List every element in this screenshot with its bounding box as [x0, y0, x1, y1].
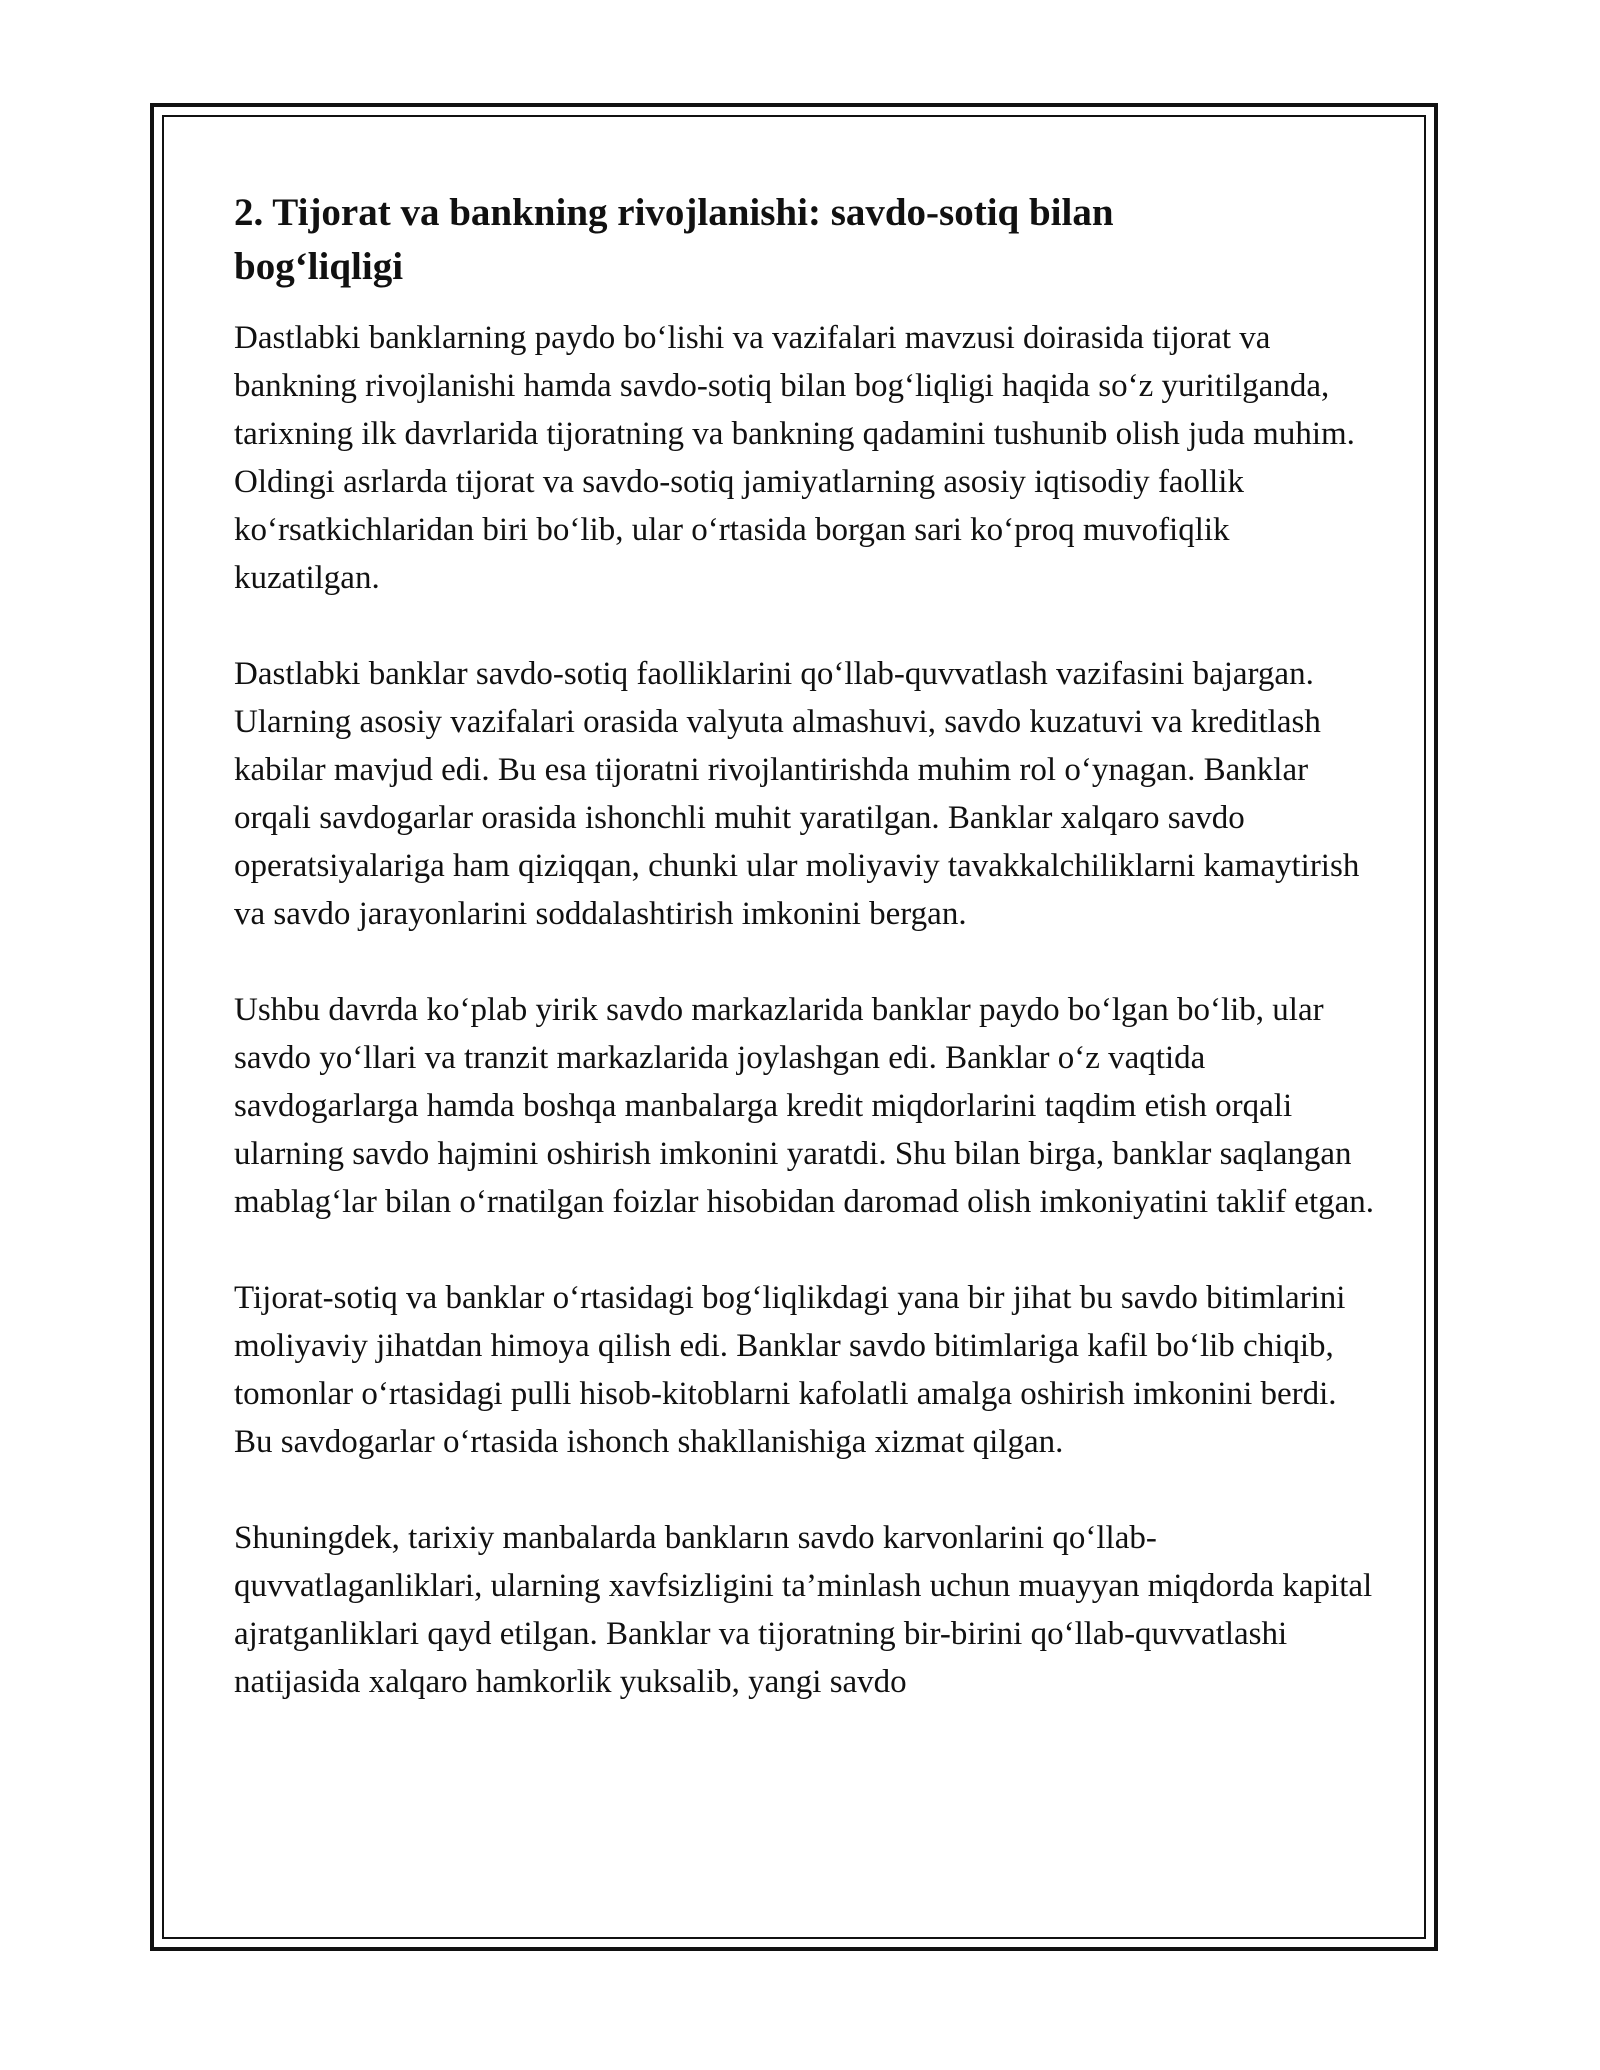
paragraph-3: Ushbu davrda ko‘plab yirik savdo markazlarida banklar paydo bo‘lgan bo‘lib, ular savdo yo‘llari va tranzit markazlarida joylashgan edi. Banklar o‘z vaqtida savdogarlarga hamda boshqa manbalarga kredit miqdorlarini taqdim etish orqali ularning savdo hajmini oshirish imkonini yaratdi. Shu bilan birga, banklar saqlangan mablag‘lar bilan o‘rnatilgan foizlar hisobidan daromad olish imkoniyatini taklif etgan.	[234, 992, 1375, 1220]
paragraph-2: Dastlabki banklar savdo-sotiq faolliklarini qo‘llab-quvvatlash vazifasini bajargan. Ularning asosiy vazifalari orasida valyuta almashuvi, savdo kuzatuvi va kreditlash kabilar mavjud edi. Bu esa tijoratni rivojlantirishda muhim rol o‘ynagan. Banklar orqali savdogarlar orasida ishonchli muhit yaratilgan. Banklar xalqaro savdo operatsiyalariga ham qiziqqan, chunki ular moliyaviy tavakkalchiliklarni kamaytirish va savdo jarayonlarini soddalashtirish imkonini bergan.	[234, 656, 1360, 932]
document-body	[234, 186, 1374, 1754]
paragraph-5: Shuningdek, tarixiy manbalarda bankların savdo karvonlarini qo‘llab-quvvatlaganliklari, ularning xavfsizligini ta’minlash uchun muayyan miqdorda kapital ajratganliklari qayd etilgan. Banklar va tijoratning bir-birini qo‘llab-quvvatlashi natijasida xalqaro hamkorlik yuksalib, yangi savdo	[234, 1520, 1373, 1700]
paragraph-1: Dastlabki banklarning paydo bo‘lishi va vazifalari mavzusi doirasida tijorat va bankning rivojlanishi hamda savdo-sotiq bilan bog‘liqligi haqida so‘z yuritilganda, tarixning ilk davrlarida tijoratning va bankning qadamini tushunib olish juda muhim. Oldingi asrlarda tijorat va savdo-sotiq jamiyatlarning asosiy iqtisodiy faollik ko‘rsatkichlaridan biri bo‘lib, ular o‘rtasida borgan sari ko‘proq muvofiqlik kuzatilgan.	[234, 320, 1355, 596]
section-heading: 2. Tijorat va bankning rivojlanishi: savdo-sotiq bilan bog‘liqligi	[234, 191, 1114, 288]
paragraph-4: Tijorat-sotiq va banklar o‘rtasidagi bog‘liqlikdagi yana bir jihat bu savdo bitimlarini moliyaviy jihatdan himoya qilish edi. Banklar savdo bitimlariga kafil bo‘lib chiqib, tomonlar o‘rtasidagi pulli hisob-kitoblarni kafolatli amalga oshirish imkonini berdi. Bu savdogarlar o‘rtasida ishonch shakllanishiga xizmat qilgan.	[234, 1280, 1346, 1460]
